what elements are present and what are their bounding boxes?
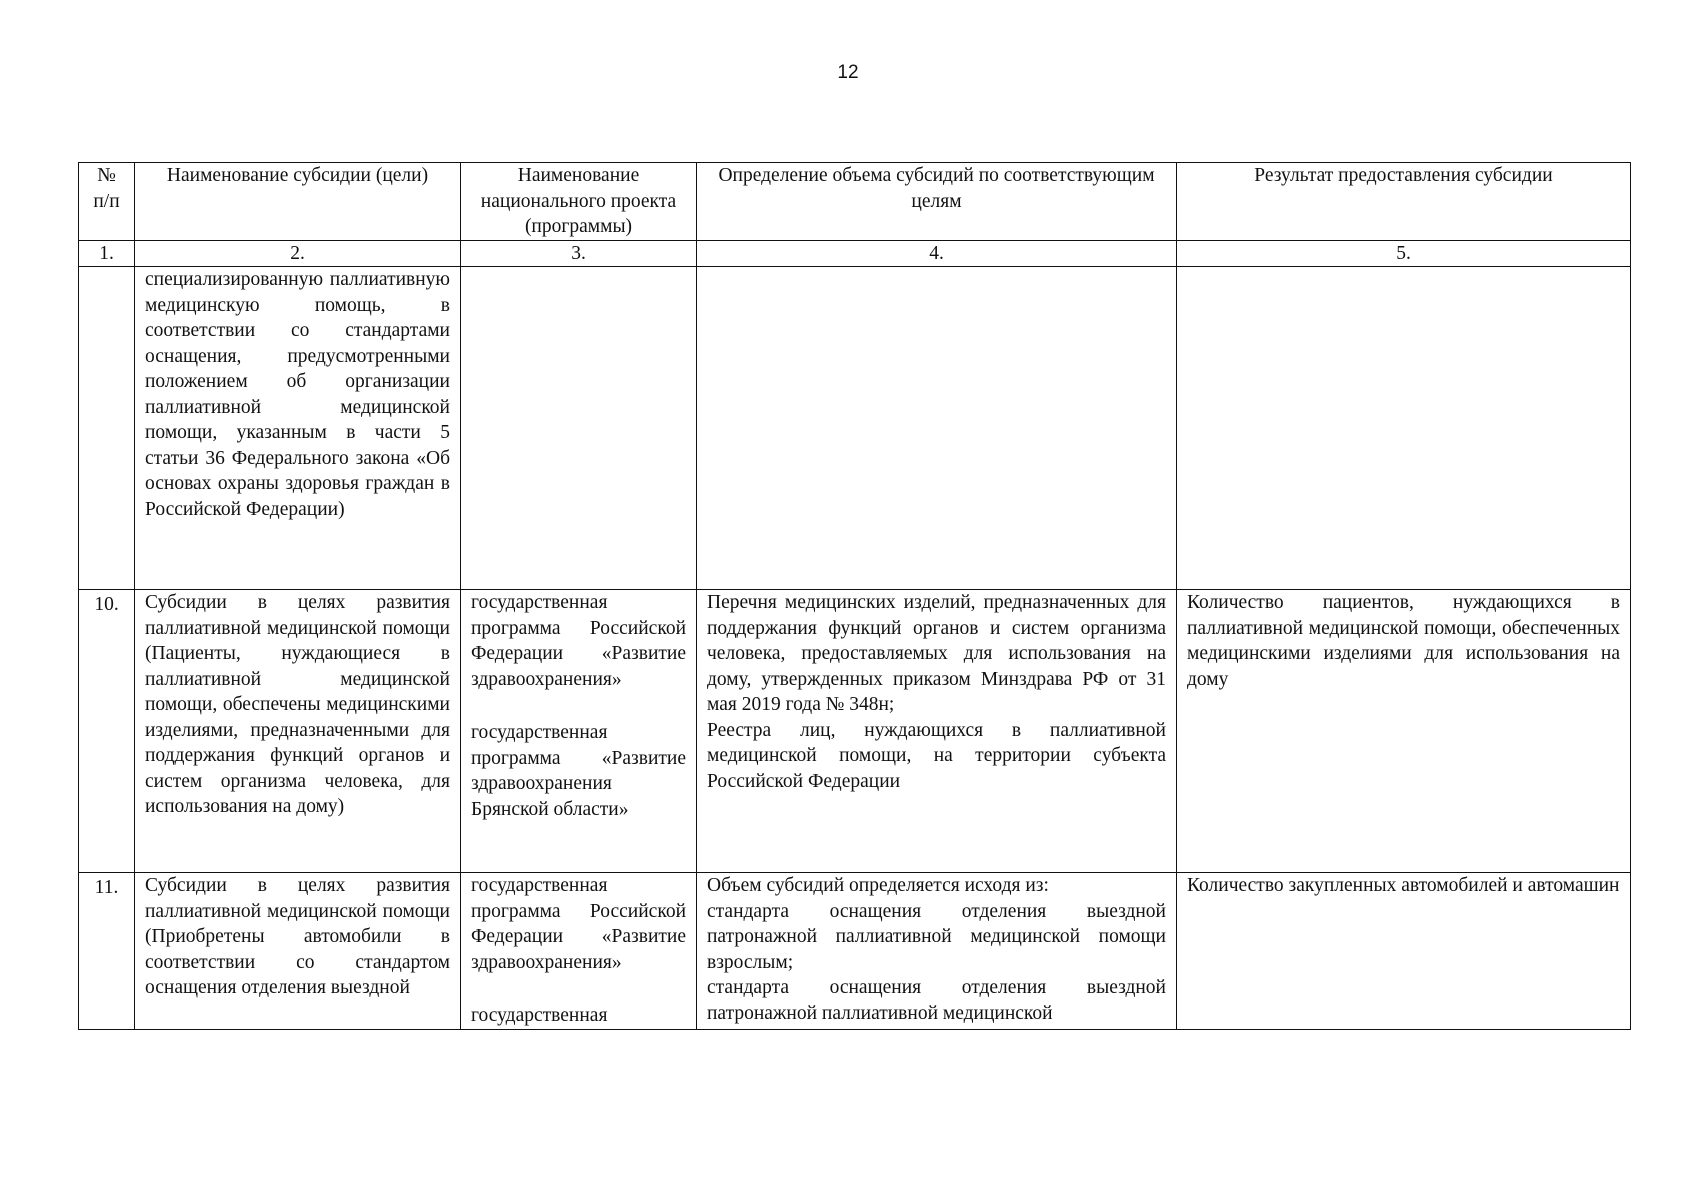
column-number: 4. [697,240,1177,267]
column-number: 5. [1177,240,1631,267]
column-number: 3. [461,240,697,267]
project-cell [461,590,697,873]
column-number: 1. [79,240,135,267]
project-cell [461,267,697,590]
header-result: Результат предоставления субсидии [1177,163,1631,241]
result-text: Количество закупленных автомобилей и автомашин [1187,875,1620,896]
header-project-name: Наименование национального проекта (программы) [461,163,697,241]
subsidy-name: специализированную паллиативную медицинскую помощь, в соответствии со стандартами оснащения, предусмотренными положением об организации паллиативной медицинской помощи, указанным в части 5 статьи 36 Федерального закона «Об основах охраны здоровья граждан в Российской Федерации) [145,269,450,520]
volume-text: Объем субсидий определяется исходя из: [707,875,1049,896]
row-number [79,267,135,590]
column-number: 2. [135,240,461,267]
result-cell [1177,873,1631,1030]
header-number: № п/п [79,163,135,241]
header-subsidy-name: Наименование субсидии (цели) [135,163,461,241]
table-row [79,590,1631,873]
volume-text: стандарта оснащения отделения выездной патронажной паллиативной медицинской помощи взрослым; [707,900,1166,973]
project-text: государственная программа Российской Федерации «Развитие здравоохранения» [471,592,686,690]
project-text: государственная программа «Развитие здравоохранения Брянской области» [471,722,686,820]
table-header-row [79,163,1631,241]
subsidy-name-cell [135,590,461,873]
paragraph-gap [471,975,686,1003]
subsidy-name-cell [135,873,461,1030]
project-text: государственная [471,1005,608,1026]
volume-text: стандарта оснащения отделения выездной патронажной паллиативной медицинской [707,977,1166,1024]
subsidy-name: Субсидии в целях развития паллиативной медицинской помощи (Пациенты, нуждающиеся в паллиативной медицинской помощи, обеспечены медицинскими изделиями, предназначенными для поддержания функций органов и систем организма человека, для использования на дому) [145,592,450,817]
volume-cell [697,873,1177,1030]
result-cell [1177,590,1631,873]
result-text: Количество пациентов, нуждающихся в паллиативной медицинской помощи, обеспеченных медицинскими изделиями для использования на дому [1187,592,1620,690]
volume-text: Перечня медицинских изделий, предназначенных для поддержания функций органов и систем организма человека, предоставляемых для использования на дому, утвержденных приказом Минздрава РФ от 31 мая 2019 года № 348н; [707,592,1166,715]
subsidy-name-cell [135,267,461,590]
table-row [79,873,1631,1030]
header-volume-definition: Определение объема субсидий по соответствующим целям [697,163,1177,241]
row-number: 11. [79,873,135,1030]
volume-cell [697,267,1177,590]
project-text: государственная программа Российской Федерации «Развитие здравоохранения» [471,875,686,973]
volume-cell [697,590,1177,873]
subsidy-table [78,162,1631,1030]
result-cell [1177,267,1631,590]
page-number: 12 [837,62,859,83]
table-row [79,267,1631,590]
row-number: 10. [79,590,135,873]
paragraph-gap [471,692,686,720]
column-number-row [79,240,1631,267]
subsidy-name: Субсидии в целях развития паллиативной медицинской помощи (Приобретены автомобили в соответствии со стандартом оснащения отделения выездной [145,875,450,998]
project-cell [461,873,697,1030]
volume-text: Реестра лиц, нуждающихся в паллиативной медицинской помощи, на территории субъекта Российской Федерации [707,719,1166,792]
